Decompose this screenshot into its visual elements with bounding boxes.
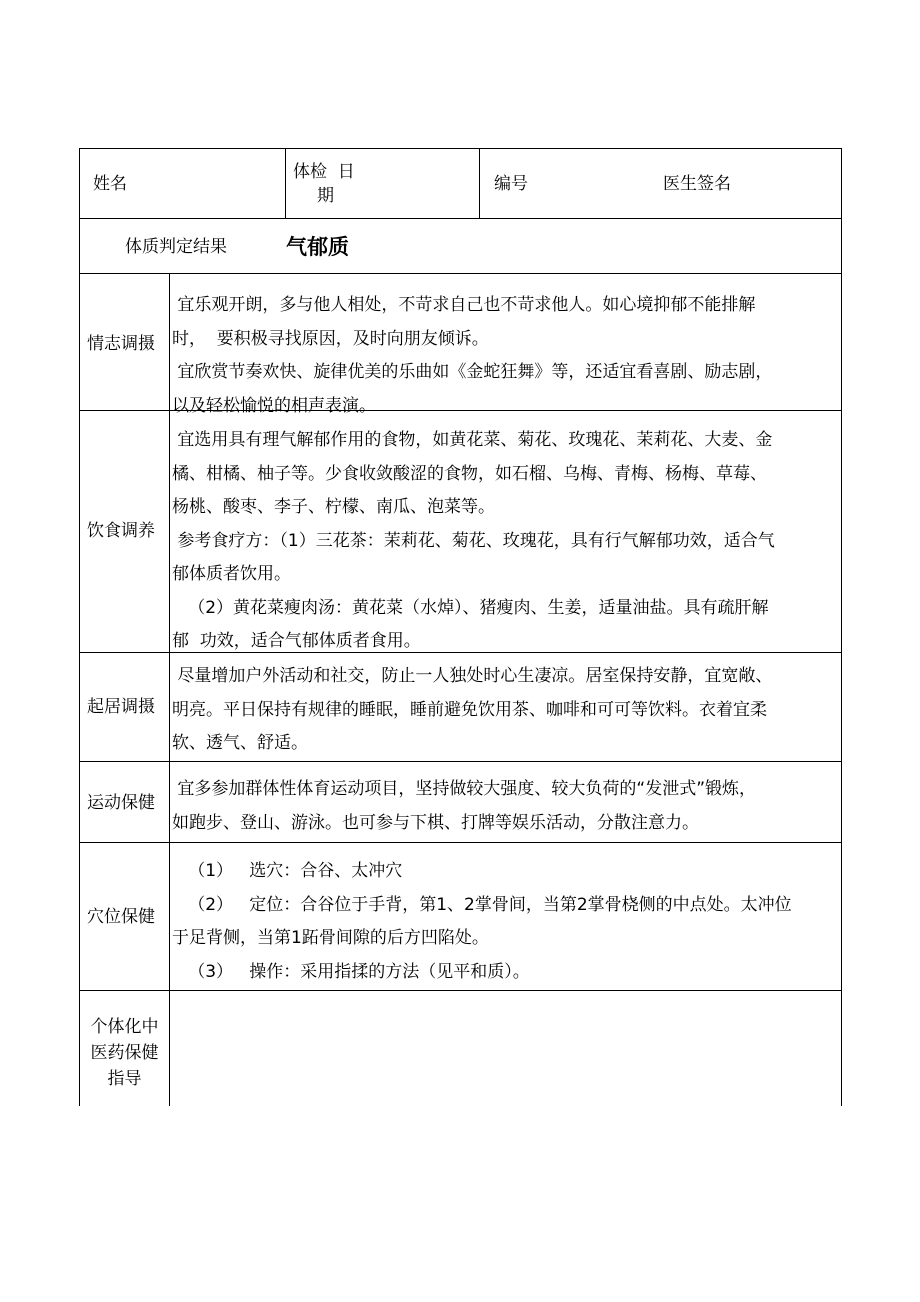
row-divider-exercise xyxy=(79,842,842,843)
acupoint-line-2: （2） 定位：合谷位于手背，第1、2掌骨间，当第2掌骨桡侧的中点处。太冲位 xyxy=(172,894,792,915)
constitution-result-label: 体质判定结果 xyxy=(125,237,227,257)
exam-date-label-line1: 体检 日 xyxy=(293,162,355,182)
emotion-section-content xyxy=(172,289,838,423)
header-divider-1 xyxy=(285,148,286,218)
diet-line-3: 杨桃、酸枣、李子、柠檬、南瓜、泡菜等。 xyxy=(172,497,495,517)
living-line-1: 尽量增加户外活动和社交，防止一人独处时心生凄凉。居室保持安静，宜宽敞、 xyxy=(172,666,773,686)
acupoint-section-label: 穴位保健 xyxy=(87,907,155,927)
acupoint-line-1: （1） 选穴：合谷、太冲穴 xyxy=(172,861,403,881)
table-border-right xyxy=(841,148,842,1106)
header-divider-2 xyxy=(479,148,480,218)
diet-line-1: 宜选用具有理气解郁作用的食物，如黄花菜、菊花、玫瑰花、茉莉花、大麦、金 xyxy=(172,430,773,450)
table-border-left xyxy=(79,148,80,1106)
diet-line-2: 橘、柑橘、柚子等。少食收敛酸涩的食物，如石榴、乌梅、青梅、杨梅、草莓、 xyxy=(172,463,767,484)
row-divider-result xyxy=(79,273,842,274)
exercise-section-content xyxy=(172,773,838,840)
personal-guidance-label-line-2: 医药保健 xyxy=(90,1043,159,1063)
emotion-line-3: 宜欣赏节奏欢快、旋律优美的乐曲如《金蛇狂舞》等，还适宜看喜剧、励志剧， xyxy=(172,362,773,382)
emotion-section-label: 情志调摄 xyxy=(87,334,155,354)
acupoint-line-3: 于足背侧，当第1跖骨间隙的后方凹陷处。 xyxy=(172,928,489,948)
row-divider-header xyxy=(79,218,842,219)
emotion-line-2: 时， 要积极寻找原因，及时向朋友倾诉。 xyxy=(172,328,489,349)
exercise-line-2: 如跑步、登山、游泳。也可参与下棋、打牌等娱乐活动，分散注意力。 xyxy=(172,812,699,833)
diet-line-7: 郁 功效，适合气郁体质者食用。 xyxy=(172,631,421,651)
row-divider-living xyxy=(79,761,842,762)
acupoint-section-content xyxy=(172,855,838,989)
label-column-divider xyxy=(169,273,170,1106)
acupoint-line-4: （3） 操作：采用指揉的方法（见平和质）。 xyxy=(172,961,530,982)
exercise-line-1: 宜多参加群体性体育运动项目，坚持做较大强度、较大负荷的“发泄式”锻炼， xyxy=(172,779,757,799)
emotion-line-4: 以及轻松愉悦的相声表演。 xyxy=(172,395,376,416)
doctor-signature-label: 医生签名 xyxy=(663,174,731,194)
name-label: 姓名 xyxy=(93,174,127,194)
living-line-3: 软、透气、舒适。 xyxy=(172,733,308,753)
diet-line-4: 参考食疗方：（1）三花茶：茉莉花、菊花、玫瑰花，具有行气解郁功效，适合气 xyxy=(172,530,775,551)
exercise-section-label: 运动保健 xyxy=(87,793,155,813)
personal-guidance-label-line-3: 指导 xyxy=(107,1069,142,1089)
table-border-top xyxy=(79,148,842,149)
diet-section-label: 饮食调养 xyxy=(87,521,155,541)
living-section-content xyxy=(172,660,838,761)
emotion-line-1: 宜乐观开朗，多与他人相处，不苛求自己也不苛求他人。如心境抑郁不能排解 xyxy=(172,295,756,315)
personal-guidance-label-line-1: 个体化中 xyxy=(90,1017,159,1037)
number-label: 编号 xyxy=(494,174,528,194)
living-line-2: 明亮。平日保持有规律的睡眠，睡前避免饮用茶、咖啡和可可等饮料。衣着宜柔 xyxy=(172,699,767,720)
diet-line-6: （2）黄花菜瘦肉汤：黄花菜（水焯）、猪瘦肉、生姜，适量油盐。具有疏肝解 xyxy=(172,597,769,618)
exam-date-label-line2: 期 xyxy=(317,186,334,206)
personal-guidance-content[interactable] xyxy=(170,991,841,1106)
diet-section-content xyxy=(172,424,838,659)
diet-line-5: 郁体质者饮用。 xyxy=(172,564,291,584)
personal-guidance-label xyxy=(80,1014,169,1092)
constitution-result-value: 气郁质 xyxy=(286,235,349,259)
living-section-label: 起居调摄 xyxy=(87,697,155,717)
